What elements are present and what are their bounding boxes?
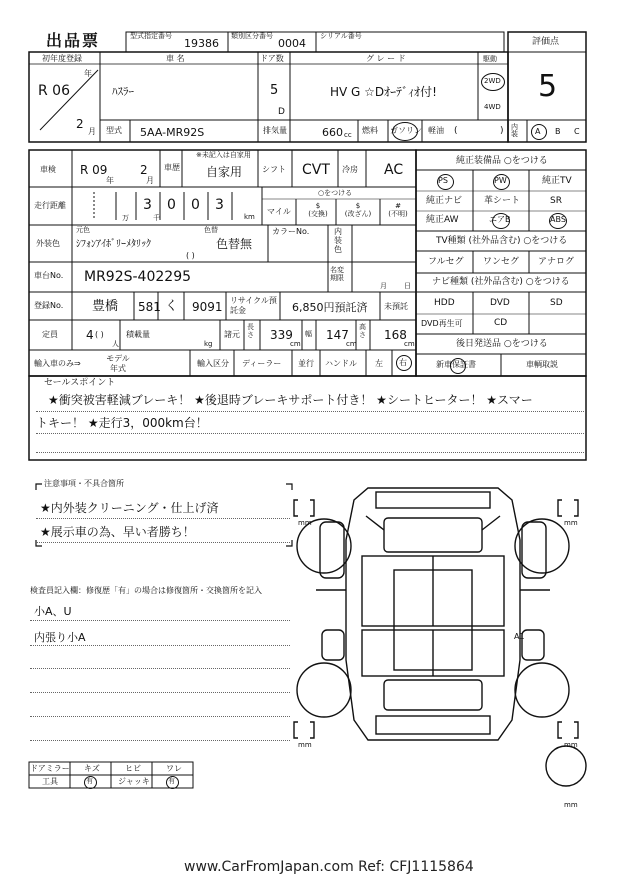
import-label: 輸入車のみ⇒ bbox=[34, 359, 81, 368]
mm-front-right: mm bbox=[564, 519, 578, 527]
mm-rear-right: mm bbox=[564, 741, 578, 749]
handle-label: ハンドル bbox=[325, 359, 357, 368]
height-cm: cm bbox=[404, 340, 415, 348]
dims-label: 諸元 bbox=[224, 330, 240, 339]
interior-b: B bbox=[555, 127, 561, 136]
drive-label: 駆動 bbox=[483, 55, 497, 63]
legend-header-scratch: キズ bbox=[84, 764, 100, 773]
sen-unit: 千 bbox=[153, 214, 160, 222]
equip-aw: 純正AW bbox=[426, 215, 459, 225]
unknown-label: # (不明) bbox=[388, 202, 408, 219]
mile-label: マイル bbox=[267, 207, 291, 216]
type-value: 5AA-MR92S bbox=[140, 126, 205, 139]
class-no-label: 類別区分番号 bbox=[231, 32, 273, 40]
color-no-label: カラーNo. bbox=[272, 227, 310, 236]
door-suffix: D bbox=[278, 107, 285, 117]
height-value: 168 bbox=[384, 328, 407, 342]
legend-header-break: ワレ bbox=[166, 764, 182, 773]
ac-label: 冷房 bbox=[342, 165, 358, 174]
nav-dvd-play: DVD再生可 bbox=[421, 319, 463, 328]
sales-line-1: ★衝突被害軽減ブレーキ！ ★後退時ブレーキサポート付き！ ★シートヒーター！ ★スマー bbox=[48, 393, 533, 407]
title-change-month: 月 bbox=[380, 282, 387, 290]
chassis-label: 車台No. bbox=[34, 271, 64, 280]
door-label: ドア数 bbox=[260, 54, 284, 63]
ext-color-label: 外装色 bbox=[36, 239, 60, 248]
recycle-unpaid: 未預託 bbox=[384, 302, 408, 311]
shift-value: CVT bbox=[302, 162, 330, 178]
interior-a: A bbox=[535, 127, 541, 136]
equip-tv: 純正TV bbox=[542, 176, 572, 186]
mileage-digit-3: 3 bbox=[143, 197, 152, 213]
mileage-digit-6: 3 bbox=[215, 197, 224, 213]
sales-line-2: トキー！ ★走行3，000km台！ bbox=[36, 416, 208, 430]
notes-label: 注意事項・不具合箇所 bbox=[44, 479, 124, 488]
serial-label: シリアル番号 bbox=[320, 32, 362, 40]
car-name-label: 車 名 bbox=[166, 54, 185, 63]
dealer-label: ディーラー bbox=[242, 359, 282, 368]
equip-leather: 革シート bbox=[484, 196, 521, 206]
capacity-paren: ( ) bbox=[95, 330, 104, 339]
nav-sd: SD bbox=[550, 298, 563, 308]
car-name-value: ﾊｽﾗｰ bbox=[112, 85, 134, 98]
inspection-month: 2 bbox=[140, 163, 148, 177]
inspection-label: 車検 bbox=[40, 165, 56, 174]
grade-value: HV G ☆Dｵｰﾃﾞｨｵ付! bbox=[330, 85, 437, 99]
nav-dvd: DVD bbox=[490, 298, 510, 308]
original-color-value: ｼﾌｫﾝｱｲﾎﾞﾘｰﾒﾀﾘｯｸ bbox=[76, 239, 151, 250]
usage-note: ※未記入は自家用 bbox=[196, 151, 251, 159]
capacity-value: 4 bbox=[86, 328, 94, 342]
chassis-value: MR92S-402295 bbox=[84, 269, 192, 285]
recycle-label: リサイクル預託金 bbox=[230, 296, 277, 315]
equip-sr: SR bbox=[550, 196, 562, 206]
handle-right: 右 bbox=[399, 358, 407, 367]
equip-header: 純正装備品 ○をつける bbox=[456, 156, 548, 166]
capacity-label: 定員 bbox=[42, 330, 58, 339]
km-unit: km bbox=[244, 213, 255, 221]
parallel-label: 並行 bbox=[298, 359, 314, 368]
shift-label: シフト bbox=[262, 165, 286, 174]
length-label: 長さ bbox=[247, 323, 254, 339]
model-year-label: モデル年式 bbox=[106, 354, 130, 373]
inspector-line-2: 内張り小A bbox=[34, 631, 86, 644]
grade-label: グ レ ー ド bbox=[366, 54, 406, 63]
reg-label: 登録No. bbox=[34, 301, 64, 310]
equip-navi: 純正ナビ bbox=[426, 196, 463, 206]
drive-2wd: 2WD bbox=[484, 77, 501, 85]
nav-cd: CD bbox=[494, 318, 508, 328]
mileage-check-label: ○をつける bbox=[318, 189, 353, 197]
mileage-digit-4: 0 bbox=[167, 197, 176, 213]
legend-jack: ジャッキ bbox=[118, 777, 150, 786]
year-unit: 年 bbox=[84, 69, 92, 78]
first-reg-label: 初年度登録 bbox=[42, 54, 82, 63]
notes-line-1: ★内外装クリーニング・仕上げ済 bbox=[40, 501, 219, 515]
width-label: 幅 bbox=[305, 330, 312, 338]
legend-tools: 工具 bbox=[42, 777, 58, 786]
original-color-label: 元色 bbox=[76, 226, 90, 234]
length-value: 339 bbox=[270, 328, 293, 342]
mm-rear-left: mm bbox=[298, 741, 312, 749]
width-value: 147 bbox=[326, 328, 349, 342]
ac-value: AC bbox=[384, 162, 404, 178]
import-class-label: 輸入区分 bbox=[197, 359, 229, 368]
form-title: 出品票 bbox=[46, 31, 101, 50]
reg-number: 9091 bbox=[192, 300, 223, 314]
equip-airbag: エアB bbox=[489, 215, 511, 224]
damage-mark-a1: A1 bbox=[514, 632, 525, 641]
person-unit: 人 bbox=[112, 340, 119, 348]
cc-unit: cc bbox=[344, 131, 352, 139]
inspection-value: R 09 bbox=[80, 163, 108, 177]
inspection-month-unit: 月 bbox=[146, 176, 154, 185]
paint-paren: ( ) bbox=[186, 251, 195, 260]
nav-header: ナビ種類 (社外品含む) ○をつける bbox=[432, 277, 570, 287]
paint-status: 色替無 bbox=[216, 237, 253, 251]
swap-label: $ (交換) bbox=[308, 202, 328, 219]
first-reg-month: 2 bbox=[76, 117, 84, 131]
height-label: 高さ bbox=[359, 323, 366, 339]
fuel-label: 燃料 bbox=[362, 126, 378, 135]
reg-kana: く bbox=[165, 299, 179, 314]
legend-header-crack: ヒビ bbox=[125, 764, 141, 773]
title-change-day: 日 bbox=[404, 282, 411, 290]
notes-line-2: ★展示車の為、早い者勝ち！ bbox=[40, 525, 195, 539]
paint-label: 色替 bbox=[204, 226, 218, 234]
tv-analog: アナログ bbox=[538, 257, 575, 267]
model-no-label: 型式指定番号 bbox=[130, 32, 172, 40]
legend-tools-value: 有 bbox=[86, 777, 93, 785]
displacement-value: 660 bbox=[322, 126, 343, 139]
sales-label: セールスポイント bbox=[44, 378, 116, 388]
tamper-label: $ (改ざん) bbox=[344, 202, 372, 219]
width-cm: cm bbox=[346, 340, 357, 348]
nav-hdd: HDD bbox=[434, 298, 455, 308]
reg-place: 豊橋 bbox=[92, 299, 119, 314]
reg-class: 581 bbox=[138, 300, 161, 314]
man-unit: 万 bbox=[122, 214, 129, 222]
legend-header-mirror: ドアミラー bbox=[30, 764, 70, 773]
docs-warranty: 新車保証書 bbox=[436, 360, 476, 369]
inspector-label: 検査員記入欄：修復歴「有」の場合は修復箇所・交換箇所を記入 bbox=[30, 586, 262, 595]
equip-abs: ABS bbox=[550, 215, 566, 224]
tv-fullseg: フルセグ bbox=[428, 257, 464, 267]
tv-oneseg: ワンセグ bbox=[483, 257, 520, 267]
equip-ps: PS bbox=[438, 176, 448, 185]
docs-manual: 車輌取説 bbox=[526, 360, 558, 369]
tv-header: TV種類 (社外品含む) ○をつける bbox=[436, 236, 568, 246]
usage-label: 車歴 bbox=[164, 163, 180, 172]
length-cm: cm bbox=[290, 340, 301, 348]
fuel-diesel: 軽油 bbox=[428, 126, 444, 135]
displacement-label: 排気量 bbox=[263, 126, 287, 135]
mm-spare: mm bbox=[564, 801, 578, 809]
recycle-amount: 6,850円預託済 bbox=[292, 301, 368, 314]
mileage-digit-5: 0 bbox=[191, 197, 200, 213]
first-reg-year: R 06 bbox=[38, 83, 70, 99]
footer-watermark: www.CarFromJapan.com Ref: CFJ1115864 bbox=[184, 859, 474, 875]
inspector-line-1: 小A、U bbox=[34, 605, 72, 618]
inspection-year-unit: 年 bbox=[106, 176, 114, 185]
door-count: 5 bbox=[270, 83, 279, 98]
int-color-label: 内装色 bbox=[334, 227, 342, 254]
legend-jack-value: 有 bbox=[168, 777, 175, 785]
mm-front-left: mm bbox=[298, 519, 312, 527]
fuel-gas: ガソリン bbox=[390, 126, 422, 135]
load-label: 積載量 bbox=[126, 330, 150, 339]
interior-c: C bbox=[574, 127, 580, 136]
class-no-value: 0004 bbox=[278, 37, 306, 50]
mileage-label: 走行距離 bbox=[34, 201, 66, 210]
fuel-open-paren: ( bbox=[454, 126, 458, 136]
fuel-close-paren: ) bbox=[500, 126, 504, 136]
title-change-label: 名変期限 bbox=[330, 266, 344, 283]
kg-unit: kg bbox=[204, 340, 213, 348]
drive-4wd: 4WD bbox=[484, 103, 501, 111]
equip-pw: PW bbox=[494, 176, 507, 185]
handle-left: 左 bbox=[375, 359, 383, 368]
month-unit: 月 bbox=[88, 127, 96, 136]
score-value: 5 bbox=[538, 69, 558, 104]
usage-value: 自家用 bbox=[206, 165, 243, 179]
interior-label: 内装 bbox=[511, 123, 518, 138]
docs-header: 後日発送品 ○をつける bbox=[456, 339, 548, 349]
model-no-value: 19386 bbox=[184, 37, 219, 50]
score-label: 評価点 bbox=[532, 37, 560, 47]
type-label: 型式 bbox=[106, 126, 122, 135]
